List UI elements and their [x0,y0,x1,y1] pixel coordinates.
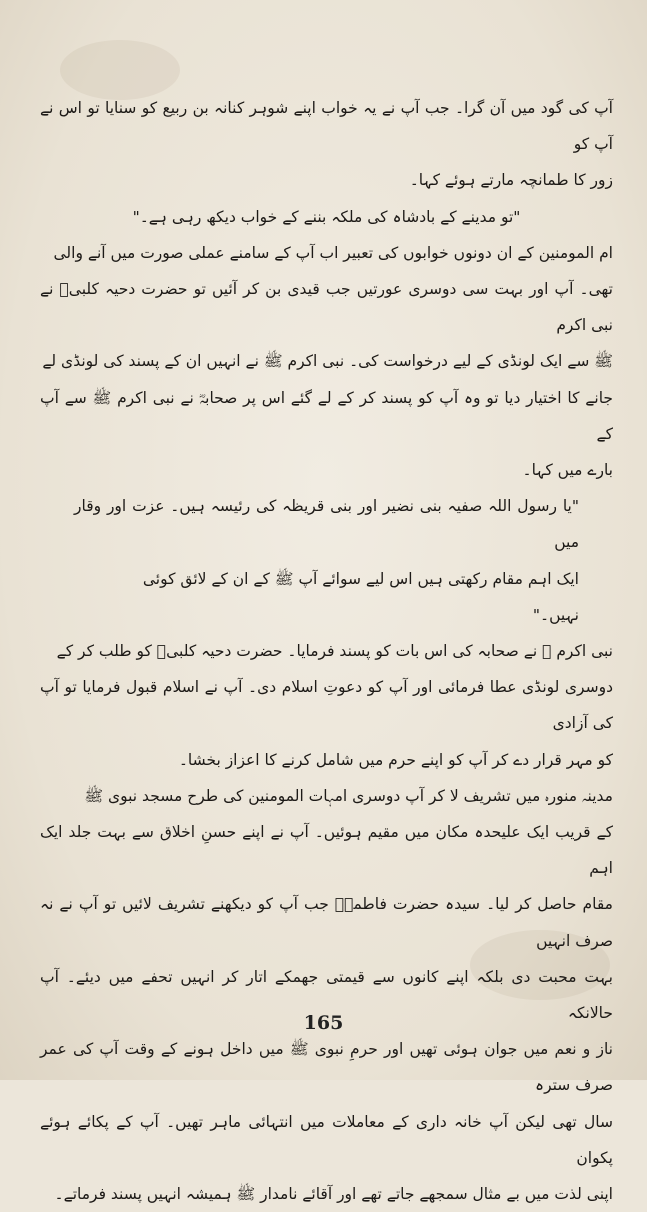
text-line: ناز و نعم میں جوان ہوئی تھیں اور حرمِ نبوی ﷺ میں داخل ہونے کے وقت آپ کی عمر صرف سترہ [40,1040,613,1095]
text-line: نبی اکرم ﷺ نے صحابہ کی اس بات کو پسند فرمایا۔ حضرت دحیہ کلبیؓ کو طلب کر کے [56,642,613,661]
quoted-line: ایک اہم مقام رکھتی ہیں اس لیے سوائے آپ ﷺ کے ان کے لائق کوئی [142,569,579,588]
text-line: مقام حاصل کر لیا۔ سیدہ حضرت فاطمہؓ جب آپ کو دیکھنے تشریف لائیں تو آپ نے نہ صرف انہیں [40,895,613,950]
text-line: بارے میں کہا۔ [522,461,613,480]
text-line: جانے کا اختیار دیا تو وہ آپ کو پسند کر کے لے گئے اس پر صحابہؓ نے نبی اکرم ﷺ سے آپ کے [40,388,613,443]
text-line: کو مہر قرار دے کر آپ کو اپنے حرم میں شامل کرنے کا اعزاز بخشا۔ [178,750,613,769]
text-line: دوسری لونڈی عطا فرمائی اور آپ کو دعوتِ اسلام دی۔ آپ نے اسلام قبول فرمایا تو آپ کی آزادی [40,678,613,733]
text-line: کے قریب ایک علیحدہ مکان میں مقیم ہوئیں۔ آپ نے اپنے حسنِ اخلاق سے بہت جلد ایک اہم [40,823,613,878]
text-line: سال تھی لیکن آپ خانہ داری کے معاملات میں انتہائی ماہر تھیں۔ آپ کے پکائے ہوئے پکوان [40,1112,613,1167]
page-body-text [40,90,613,1212]
text-line: زور کا طمانچہ مارتے ہوئے کہا۔ [409,171,613,190]
quoted-line: نہیں۔" [532,605,579,624]
text-line: اپنی لذت میں بے مثال سمجھے جاتے تھے اور آقائے نامدار ﷺ ہمیشہ انہیں پسند فرماتے۔ [54,1185,613,1204]
text-line: مدینہ منورہ میں تشریف لا کر آپ دوسری امہات المومنین کی طرح مسجد نبوی ﷺ [84,786,613,805]
quoted-line: "یا رسول اللہ صفیہ بنی نضیر اور بنی قریظہ کی رئیسہ ہیں۔ عزت اور وقار میں [74,497,579,552]
text-line: ام المومنین کے ان دونوں خوابوں کی تعبیر اب آپ کے سامنے عملی صورت میں آنے والی [53,243,613,262]
text-line: بہت محبت دی بلکہ اپنے کانوں سے قیمتی جھمکے اتار کر انہیں تحفے میں دیئے۔ آپ حالانکہ [40,967,613,1023]
text-line: تھی۔ آپ اور بہت سی دوسری عورتیں جب قیدی بن کر آئیں تو حضرت دحیہ کلبیؓ نے نبی اکرم [40,280,613,335]
page-number: 165 [303,1012,344,1034]
text-line: ﷺ سے ایک لونڈی کے لیے درخواست کی۔ نبی اکرم ﷺ نے انہیں ان کے پسند کی لونڈی لے [42,352,613,371]
text-line: آپ کی گود میں آن گرا۔ جب آپ نے یہ خواب اپنے شوہر کنانہ بن ربیع کو سنایا تو اس نے آپ کو [40,99,613,154]
quoted-line: "تو مدینے کے بادشاہ کی ملکہ بننے کے خواب دیکھ رہی ہے۔" [132,207,521,226]
